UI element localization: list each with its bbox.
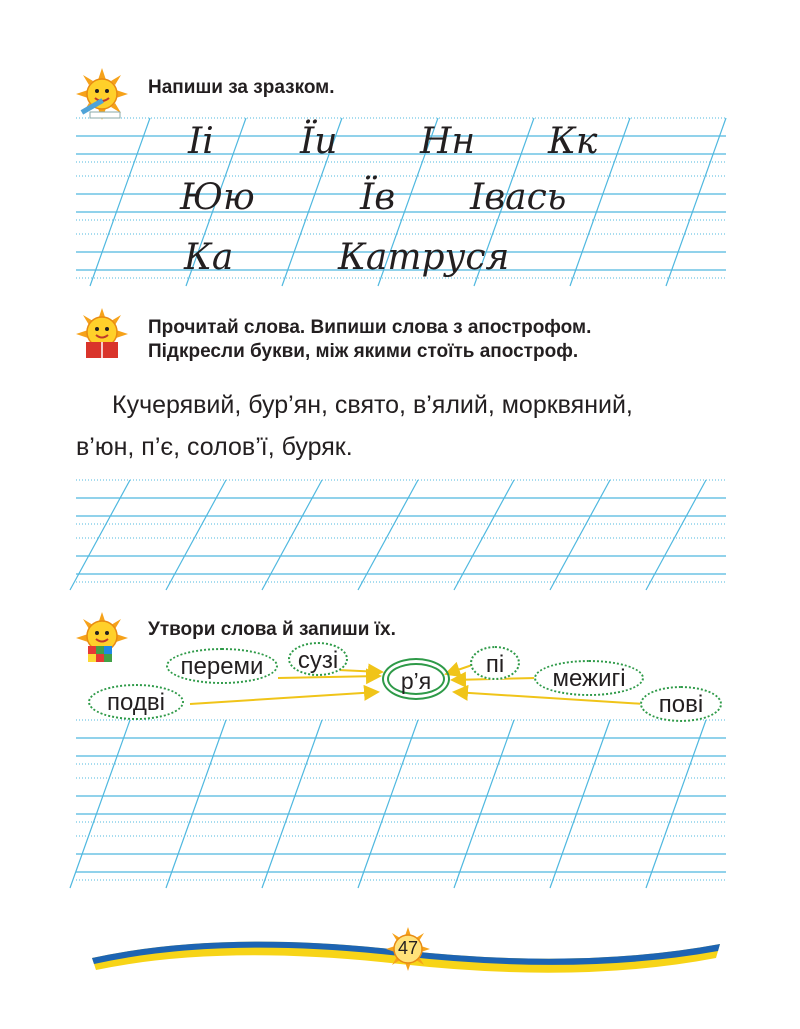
sample-letters: Кк bbox=[548, 121, 598, 162]
word-part-oval: межигі bbox=[534, 660, 644, 696]
exercise2-instruction-line1: Прочитай слова. Випиши слова з апострофом. bbox=[148, 317, 592, 338]
sample-letters: Їи bbox=[300, 121, 338, 162]
page-number: 47 bbox=[397, 938, 419, 958]
exercise1-instruction: Напиши за зразком. bbox=[148, 77, 335, 98]
word-part-oval: переми bbox=[166, 648, 278, 684]
exercise3-instruction: Утвори слова й запиши їх. bbox=[148, 619, 396, 640]
word-part-oval: подві bbox=[88, 684, 184, 720]
word-part-oval: пові bbox=[640, 686, 722, 722]
sample-letters: Івась bbox=[470, 177, 567, 218]
sample-letters: Ка bbox=[184, 237, 234, 278]
word-part-oval: пі bbox=[470, 646, 520, 680]
sample-letters: Нн bbox=[420, 121, 476, 162]
sample-letters: Їв bbox=[360, 177, 396, 218]
sample-letters: Катруся bbox=[338, 237, 510, 278]
sample-letters: Юю bbox=[180, 177, 255, 218]
exercise2-instruction-line2: Підкресли букви, між якими стоїть апостроф. bbox=[148, 341, 579, 362]
word-part-oval: сузі bbox=[288, 642, 348, 676]
reading-text-line2: в’юн, п’є, солов’ї, буряк. bbox=[76, 433, 353, 461]
center-syllable: р’я bbox=[400, 668, 432, 694]
sample-letters: Іі bbox=[188, 121, 214, 162]
reading-text-line1: Кучерявий, бур’ян, свято, в’ялий, морквяний, bbox=[112, 391, 633, 419]
